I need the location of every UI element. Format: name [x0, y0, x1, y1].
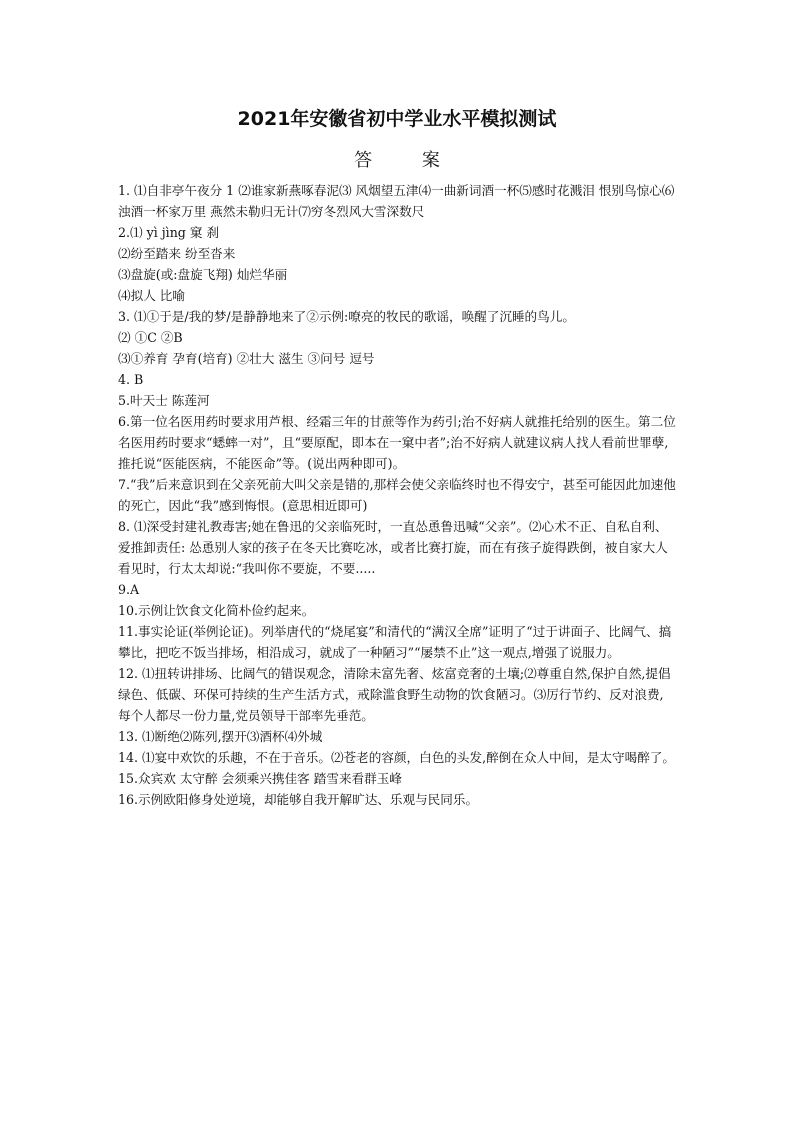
answer-line: 16.示例欧阳修身处逆境，却能够自我开解旷达、乐观与民同乐。 — [118, 792, 479, 807]
answer-line: 7.“我”后来意识到在父亲死前大叫父亲是错的,那样会使父亲临终时也不得安宁，甚至可能因此加速他的死亡，因此“我”感到悔恨。(意思相近即可) — [118, 477, 676, 513]
answer-line: 14. ⑴宴中欢饮的乐趣，不在于音乐。⑵苍老的容颜，白色的头发,醉倒在众人中间，是太守喝醉了。 — [118, 750, 675, 765]
answer-line: 6.第一位名医用药时要求用芦根、经霜三年的甘蔗等作为药引;治不好病人就推托给别的医生。第二位名医用药时要求“蟋蟀一对”，且“要原配，即本在一窠中者”;治不好病人就建议病人找人看前世罪孽,推托说“医能医病，不能医命”等。(说出两种即可)。 — [118, 414, 676, 471]
answer-line: ⑵纷至踏来 纷至沓来 — [118, 246, 236, 261]
document-subtitle: 答 案 — [354, 150, 462, 171]
answer-line: 1. ⑴自非亭午夜分 1 ⑵谁家新燕啄春泥⑶ 风烟望五津⑷一曲新词酒一杯⑸感时花溅泪 恨别鸟惊心⑹浊酒一杯家万里 燕然未勒归无计⑺穷冬烈风大雪深数尺 — [118, 183, 675, 219]
answer-line: 15.众宾欢 太守醉 会须乘兴携佳客 踏雪来看群玉峰 — [118, 771, 402, 786]
answer-line: 5.叶天士 陈莲河 — [118, 393, 210, 408]
answer-line: 8. ⑴深受封建礼教毒害;她在鲁迅的父亲临死时，一直怂恿鲁迅喊“父亲”。⑵心术不正、自私自利、爱推卸责任: 怂恿别人家的孩子在冬天比赛吃冰，或者比赛打旋，而在有孩子旋得跌倒，被自家大人看见时，行太太却说:“我叫你不要旋，不要..... — [118, 519, 668, 576]
answer-line: 4. B — [118, 372, 144, 387]
answer-line: 11.事实论证(举例论证)。列举唐代的“烧尾宴”和清代的“满汉全席”证明了“过于讲面子、比阔气、搞攀比，把吃不饭当排场，相沿成习，就成了一种陋习”“屡禁不止”这一观点,增强了说服力。 — [118, 624, 672, 660]
answer-line: 9.A — [118, 582, 140, 597]
answer-line: 10.示例让饮食文化简朴俭约起来。 — [118, 603, 315, 618]
answer-line: 13. ⑴断绝⑵陈列,摆开⑶酒杯⑷外城 — [118, 729, 323, 744]
answer-line: ⑵ ①C ②B — [118, 330, 183, 345]
answer-line: 3. ⑴①于是/我的梦/是静静地来了②示例:嘹亮的牧民的歌谣，唤醒了沉睡的鸟儿。 — [118, 309, 575, 324]
document-title: 2021年安徽省初中学业水平模拟测试 — [237, 108, 557, 130]
answer-line: ⑷拟人 比喻 — [118, 288, 185, 303]
answer-line: ⑶①养育 孕育(培育) ②壮大 滋生 ③问号 逗号 — [118, 351, 375, 366]
answer-line: ⑶盘旋(或:盘旋飞翔) 灿烂华丽 — [118, 267, 288, 282]
answer-line: 12. ⑴扭转讲排场、比阔气的错误观念，清除未富先奢、炫富竞奢的土壤;⑵尊重自然,保护自然,提倡绿色、低碳、环保可持续的生产生活方式，戒除滥食野生动物的饮食陋习。⑶厉行节约、反对浪费,每个人都尽一份力量,党员领导干部率先垂范。 — [118, 666, 671, 723]
answer-line: 2.⑴ yì jìng 窠 刹 — [118, 225, 220, 240]
answer-list — [118, 180, 676, 810]
